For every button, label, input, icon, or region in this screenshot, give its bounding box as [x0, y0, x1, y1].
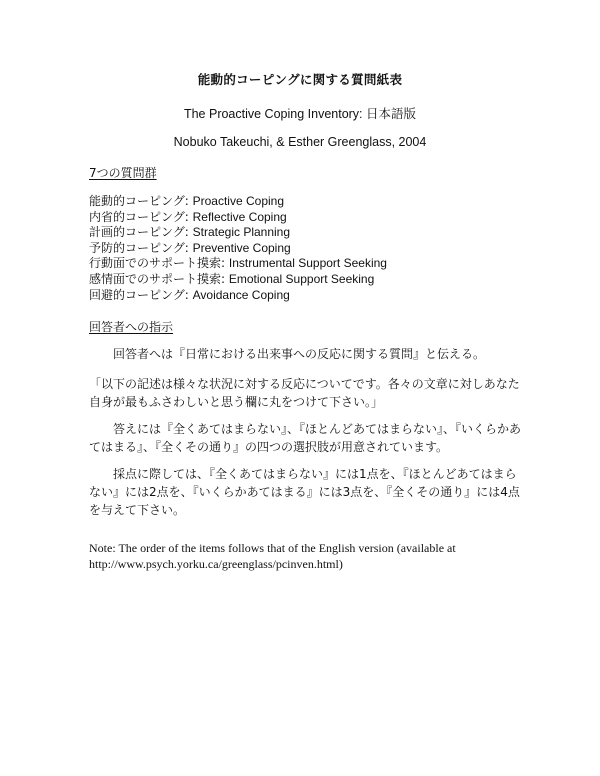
- instruction-paragraph: 「以下の記述は様々な状況に対する反応についてです。各々の文章に対しあなた自身が最もふさわしいと思う欄に丸をつけて下さい。」: [89, 377, 520, 409]
- group-name-en: Proactive Coping: [192, 194, 285, 208]
- list-item: [89, 210, 387, 226]
- document-subtitle: The Proactive Coping Inventory: 日本語版: [183, 107, 417, 121]
- group-name-en: Instrumental Support Seeking: [228, 256, 387, 271]
- groups-heading: 7つの質問群: [89, 166, 157, 180]
- group-name-ja: 計画的コーピング:: [89, 225, 193, 240]
- group-name-en: Avoidance Coping: [192, 287, 290, 302]
- list-item: [89, 272, 387, 288]
- group-name-ja: 内省的コーピング:: [89, 209, 193, 224]
- list-item: [89, 241, 387, 257]
- group-name-en: Emotional Support Seeking: [228, 271, 375, 286]
- group-name-ja: 感情面でのサポート摸索:: [89, 271, 229, 286]
- group-name-ja: 予防的コーピング:: [89, 240, 193, 255]
- document-title: 能動的コーピングに関する質問紙表: [197, 72, 403, 87]
- instruction-paragraph: 答えには『全くあてはまらない』、『ほとんどあてはまらない』、『いくらかあてはまる』、『全くその通り』の四つの選択肢が用意されています。: [89, 422, 522, 454]
- group-name-ja: 能動的コーピング:: [89, 194, 193, 208]
- document-authors: Nobuko Takeuchi, & Esther Greenglass, 2004: [173, 135, 427, 149]
- group-name-en: Reflective Coping: [192, 209, 287, 224]
- footnote-line: Note: The order of the items follows that of the English version (available at: [89, 541, 456, 555]
- footnote: [89, 541, 529, 572]
- group-name-en: Strategic Planning: [192, 225, 291, 240]
- instruction-paragraph: 採点に際しては、『全くあてはまらない』には1点を、『ほとんどあてはまらない』には2点を、『いくらかあてはまる』には3点を、『全くその通り』には4点を与えて下さい。: [89, 467, 520, 517]
- instruction-paragraph: 回答者へは『日常における出来事への反応に関する質問』と伝える。: [113, 347, 486, 361]
- instructions-heading: 回答者への指示: [89, 320, 174, 334]
- list-item: [89, 288, 387, 304]
- group-name-ja: 回避的コーピング:: [89, 287, 193, 302]
- footnote-url: http://www.psych.yorku.ca/greenglass/pcinven.html): [89, 556, 343, 571]
- list-item: [89, 225, 387, 241]
- group-name-ja: 行動面でのサポート摸索:: [89, 256, 229, 271]
- question-group-list: [89, 194, 387, 303]
- list-item: [89, 194, 387, 210]
- group-name-en: Preventive Coping: [192, 240, 291, 255]
- list-item: [89, 256, 387, 272]
